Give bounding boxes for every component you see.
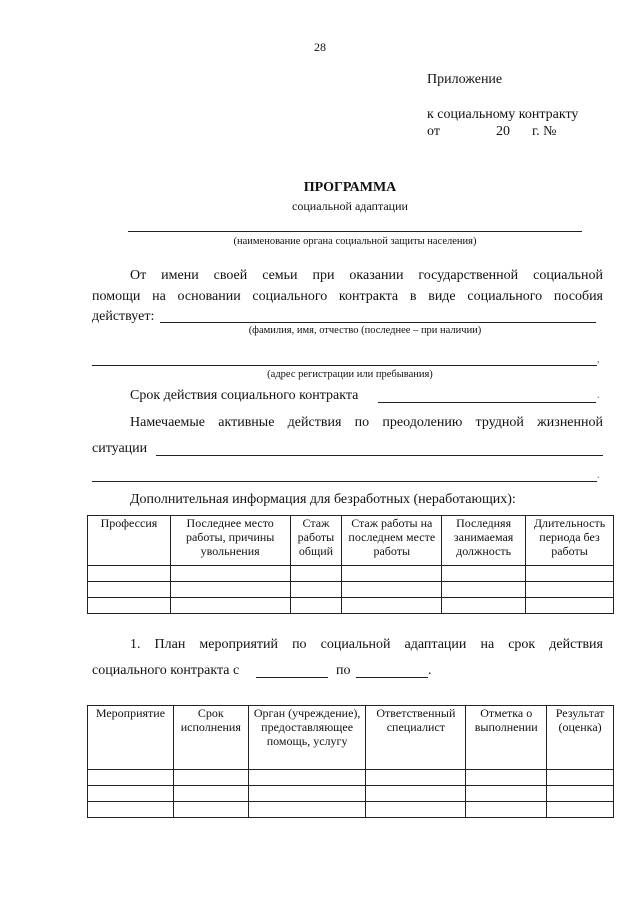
page-number: 28: [314, 40, 326, 54]
org-name-caption: (наименование органа социальной защиты населения): [233, 236, 477, 247]
appendix-number-label: г. №: [532, 124, 557, 139]
table1-header-last-position: Последняя занимаемая должность: [442, 516, 526, 566]
table2-header-organ: Орган (учреждение), предоставляющее помощь, услугу: [248, 706, 366, 770]
program-title: ПРОГРАММА: [303, 180, 397, 195]
unemployed-table: [87, 515, 614, 614]
actions-line-extra[interactable]: [92, 481, 597, 482]
table2-header-result: Результат (оценка): [547, 706, 614, 770]
appendix-from-label: от: [427, 124, 440, 139]
table-row[interactable]: [88, 598, 614, 614]
plan-line-2-end: .: [428, 663, 432, 678]
unemployed-table-header-row: [88, 516, 614, 566]
plan-line-2-prefix: социального контракта с: [92, 663, 240, 678]
plan-date-from-line[interactable]: [256, 677, 328, 678]
table2-header-completion-mark: Отметка о выполнении: [466, 706, 547, 770]
address-line[interactable]: [92, 365, 597, 366]
table1-header-last-experience: Стаж работы на последнем месте работы: [342, 516, 442, 566]
appendix-contract-line: к социальному контракту: [427, 107, 579, 122]
appendix-label: Приложение: [427, 72, 503, 87]
table-row[interactable]: [88, 566, 614, 582]
intro-line-1: От имени своей семьи при оказании государственной социальной: [130, 268, 603, 283]
actions-line-2: ситуации: [92, 441, 148, 456]
plan-line-1: 1. План мероприятий по социальной адаптации на срок действия: [130, 637, 603, 652]
contract-term-end-mark: .: [597, 390, 600, 401]
intro-line-3: действует:: [92, 309, 155, 324]
fio-line[interactable]: [160, 322, 596, 323]
address-caption: (адрес регистрации или пребывания): [267, 369, 433, 380]
contract-term-line[interactable]: [378, 402, 596, 403]
contract-term-label: Срок действия социального контракта: [130, 388, 359, 403]
table-row[interactable]: [88, 582, 614, 598]
table2-header-deadline: Срок исполнения: [173, 706, 248, 770]
table1-header-total-experience: Стаж работы общий: [290, 516, 342, 566]
address-line-end-mark: ,: [597, 354, 600, 365]
org-name-line[interactable]: [128, 231, 582, 232]
table-row[interactable]: [88, 802, 614, 818]
program-subtitle: социальной адаптации: [292, 199, 408, 213]
table-row[interactable]: [88, 786, 614, 802]
actions-line-end-mark: .: [597, 470, 600, 481]
fio-caption: (фамилия, имя, отчество (последнее – при наличии): [248, 325, 482, 336]
plan-line-2-mid: по: [336, 663, 351, 678]
plan-table: [87, 705, 614, 818]
intro-line-2: помощи на основании социального контракта в виде социального пособия: [92, 289, 603, 304]
table2-header-activity: Мероприятие: [88, 706, 174, 770]
table1-header-last-workplace: Последнее место работы, причины увольнения: [170, 516, 290, 566]
actions-line-fill[interactable]: [156, 455, 603, 456]
actions-line-1: Намечаемые активные действия по преодолению трудной жизненной: [130, 415, 603, 430]
table2-header-responsible: Ответственный специалист: [366, 706, 466, 770]
plan-date-to-line[interactable]: [356, 677, 428, 678]
plan-table-header-row: [88, 706, 614, 770]
table1-header-unemployment-duration: Длительность периода без работы: [526, 516, 614, 566]
table1-header-profession: Профессия: [88, 516, 171, 566]
unemployed-info-heading: Дополнительная информация для безработных (неработающих):: [130, 492, 516, 507]
table-row[interactable]: [88, 770, 614, 786]
appendix-year-label: 20: [496, 124, 510, 139]
